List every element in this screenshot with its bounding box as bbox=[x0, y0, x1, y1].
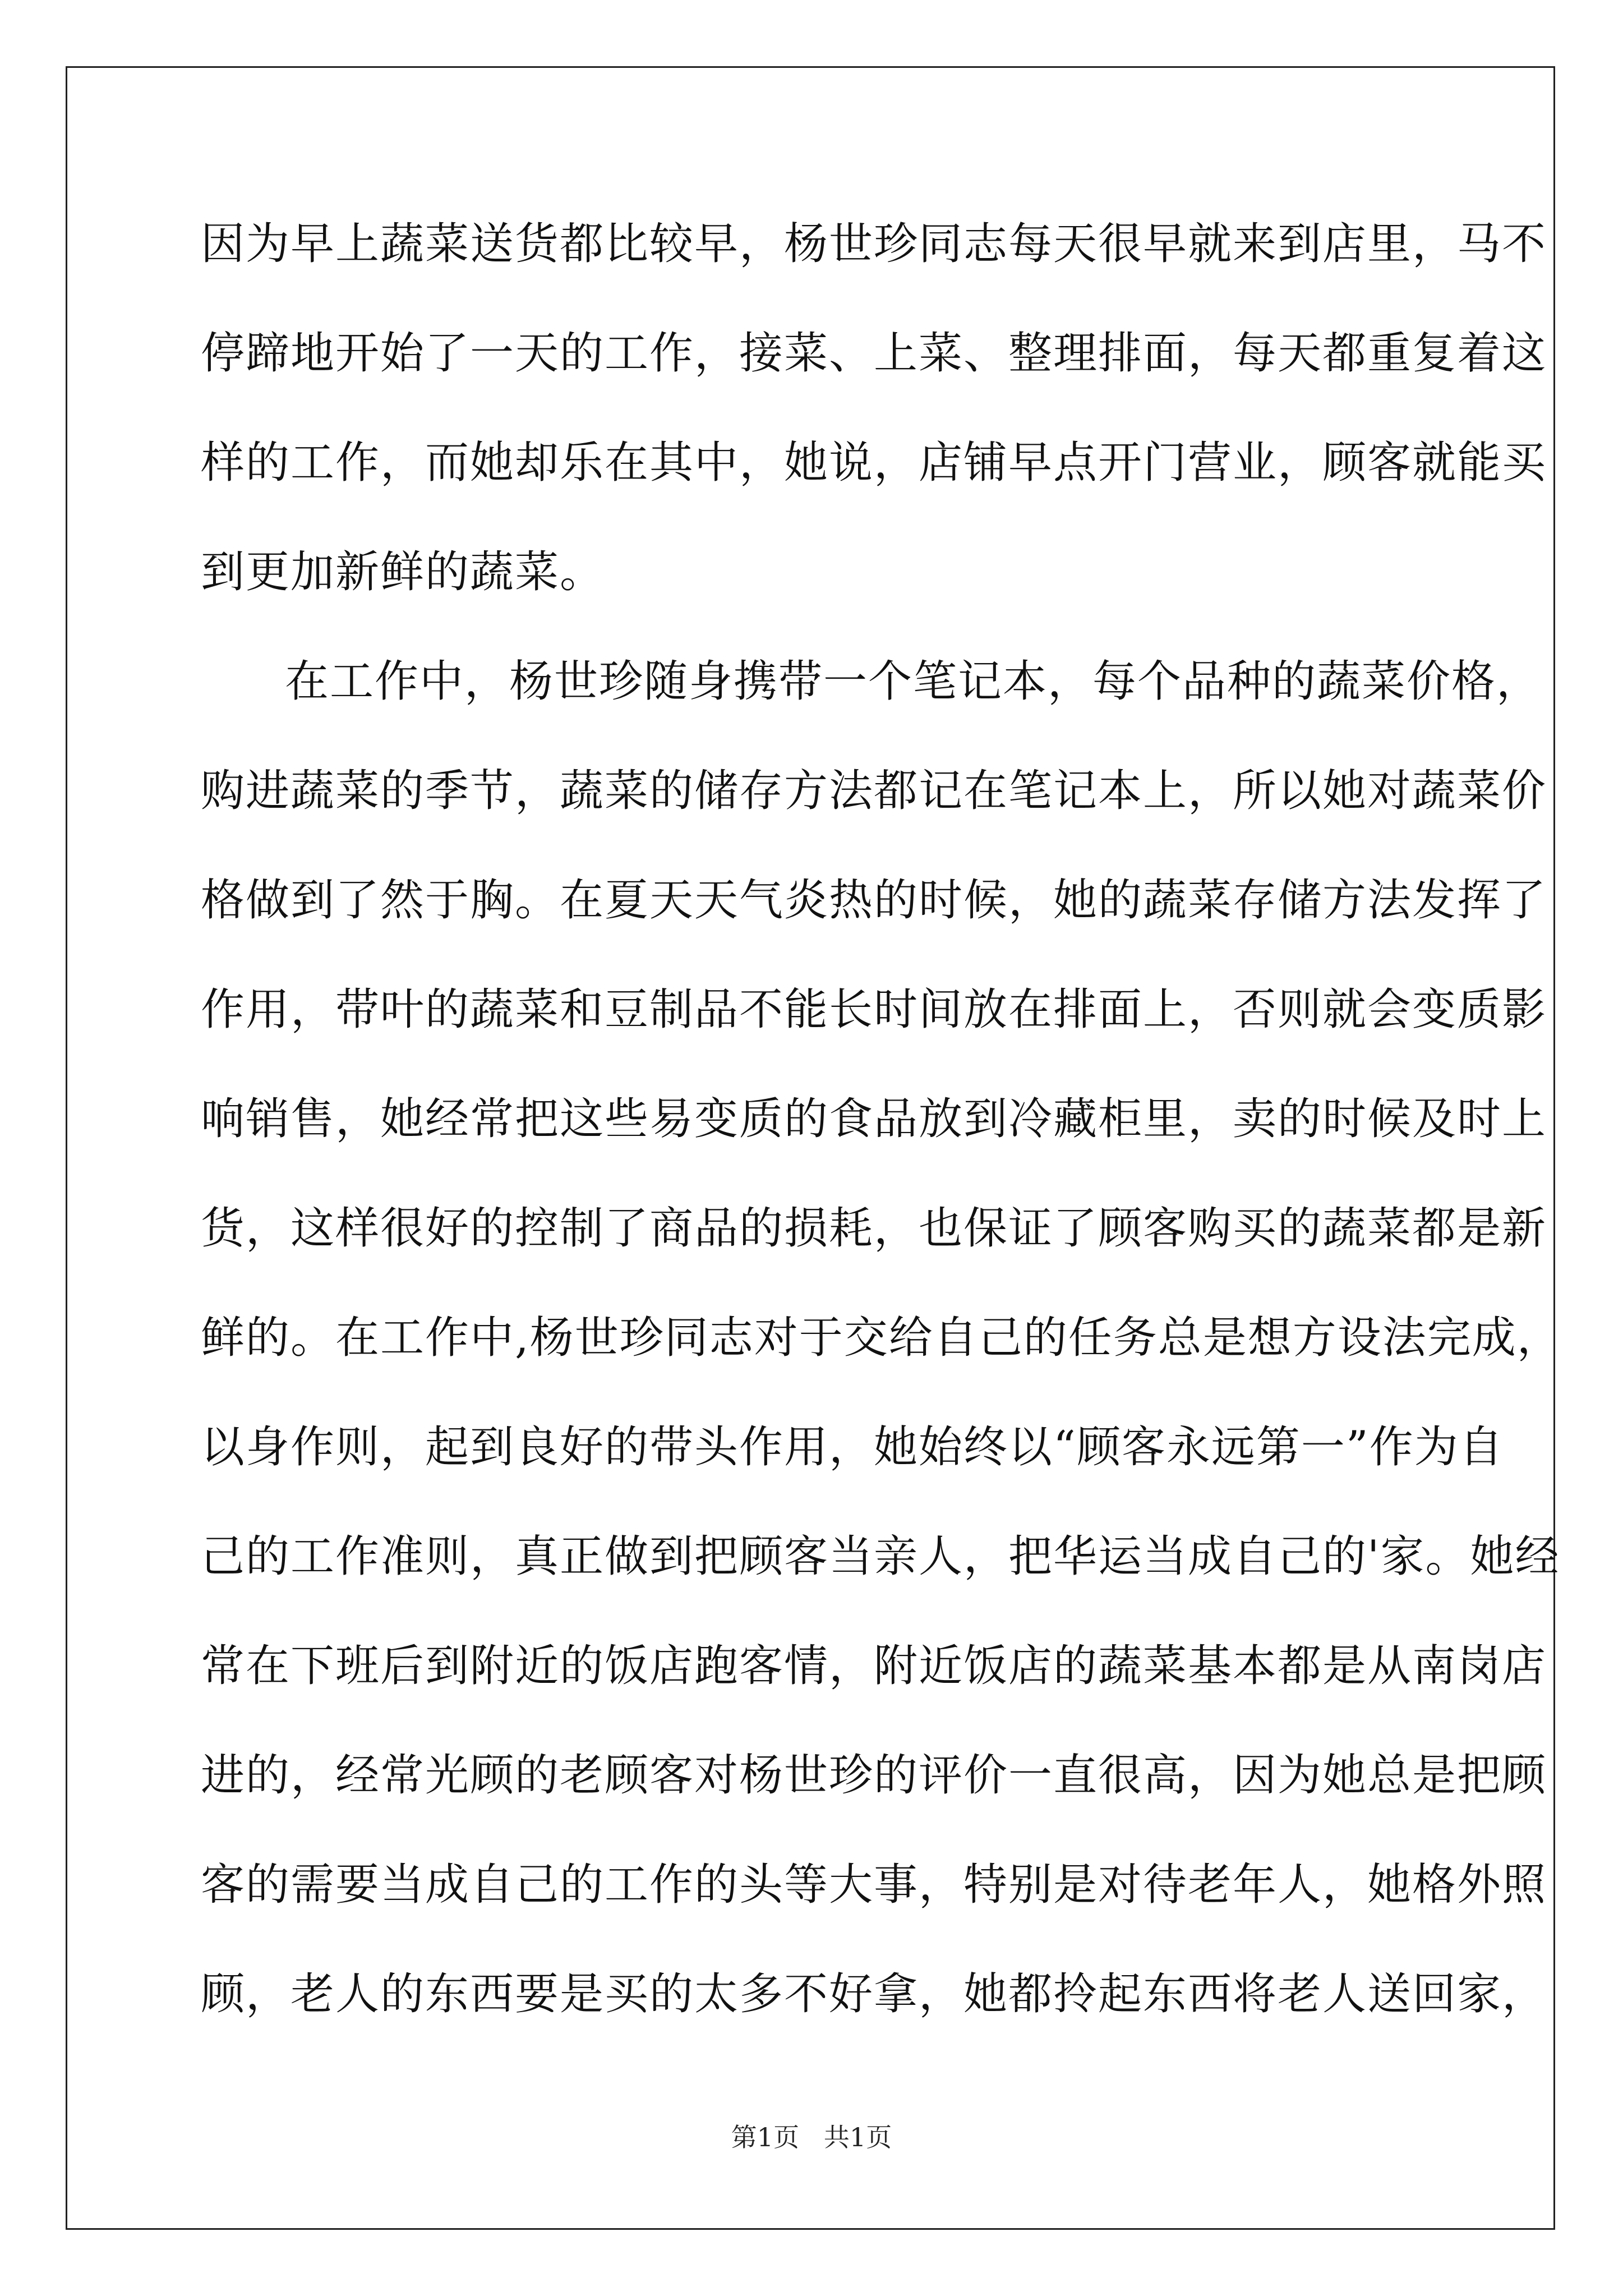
paragraph-2-line-10: 常在下班后到附近的饭店跑客情，附近饭店的蔬菜基本都是从南岗店 bbox=[201, 1641, 1547, 1691]
paragraph-1-line-1: 因为早上蔬菜送货都比较早，杨世珍同志每天很早就来到店里，马不 bbox=[201, 219, 1547, 269]
paragraph-2-line-7: 鲜的。在工作中,杨世珍同志对于交给自己的任务总是想方设法完成， bbox=[201, 1313, 1562, 1363]
document-body bbox=[201, 216, 1562, 2076]
paragraph-2-line-5: 响销售，她经常把这些易变质的食品放到冷藏柜里，卖的时候及时上 bbox=[201, 1094, 1547, 1144]
paragraph-2-line-9: 己的工作准则，真正做到把顾客当亲人，把华运当成自己的'家。她经 bbox=[201, 1531, 1560, 1582]
paragraph-1-line-4: 到更加新鲜的蔬菜。 bbox=[201, 547, 605, 597]
paragraph-2-line-8: 以身作则，起到良好的带头作用，她始终以“顾客永远第一”作为自 bbox=[201, 1422, 1504, 1473]
paragraph-2-line-12: 客的需要当成自己的工作的头等大事，特别是对待老年人，她格外照 bbox=[201, 1860, 1547, 1910]
paragraph-2-line-1: 在工作中，杨世珍随身携带一个笔记本，每个品种的蔬菜价格， bbox=[285, 656, 1542, 707]
paragraph-2-line-4: 作用，带叶的蔬菜和豆制品不能长时间放在排面上，否则就会变质影 bbox=[201, 984, 1547, 1035]
page-number-footer: 第1页 共1页 bbox=[731, 2122, 892, 2152]
paragraph-2-line-3: 格做到了然于胸。在夏天天气炎热的时候，她的蔬菜存储方法发挥了 bbox=[201, 875, 1547, 926]
paragraph-2-line-2: 购进蔬菜的季节，蔬菜的储存方法都记在笔记本上，所以她对蔬菜价 bbox=[201, 766, 1547, 816]
paragraph-2-line-13: 顾，老人的东西要是买的太多不好拿，她都拎起东西将老人送回家， bbox=[201, 1969, 1547, 2019]
paragraph-2-line-6: 货，这样很好的控制了商品的损耗，也保证了顾客购买的蔬菜都是新 bbox=[201, 1203, 1547, 1254]
paragraph-1-line-2: 停蹄地开始了一天的工作，接菜、上菜、整理排面，每天都重复着这 bbox=[201, 328, 1547, 379]
paragraph-2-line-11: 进的，经常光顾的老顾客对杨世珍的评价一直很高，因为她总是把顾 bbox=[201, 1750, 1547, 1801]
paragraph-1-line-3: 样的工作，而她却乐在其中，她说，店铺早点开门营业，顾客就能买 bbox=[201, 438, 1547, 488]
